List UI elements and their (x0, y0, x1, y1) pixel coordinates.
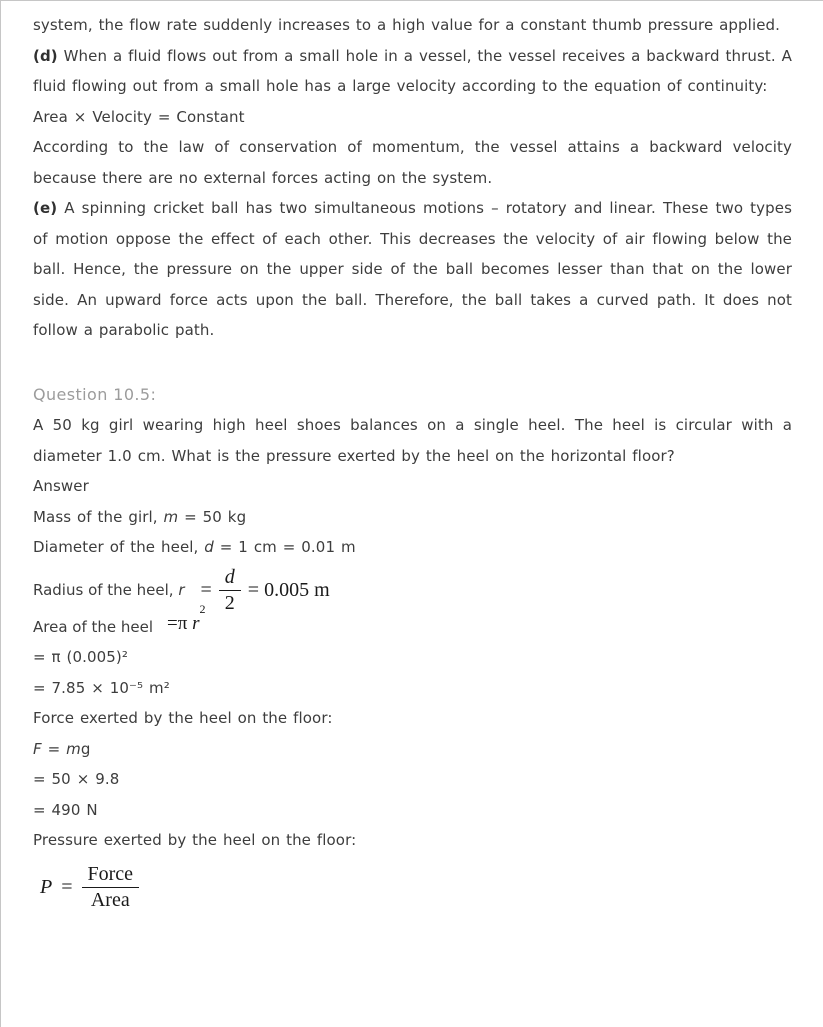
item-d-marker: (d) (33, 46, 58, 65)
radius-symbol: r (178, 581, 185, 599)
item-d-text: When a fluid flows out from a small hole in a vessel, the vessel receives a backward thrust. A fluid flowing out from a small hole has a large velocity according to the equation of continuity: (33, 46, 792, 95)
force-intro: Force exerted by the heel on the floor: (33, 709, 333, 727)
radius-equation (201, 566, 330, 615)
mass-line (33, 502, 792, 533)
radius-result: = 0.005 m (247, 578, 330, 601)
fraction-d-over-2 (219, 566, 241, 615)
pressure-symbol: P (40, 875, 53, 898)
answer-label: Answer (33, 477, 89, 495)
radius-text (33, 575, 185, 606)
fraction-denominator: 2 (224, 591, 235, 614)
pressure-equation (40, 863, 139, 912)
force-step-3: = 490 N (33, 800, 98, 819)
question-heading: Question 10.5: (33, 384, 157, 404)
pressure-intro: Pressure exerted by the heel on the floor: (33, 831, 357, 849)
radius-text-pre: Radius of the heel, (33, 581, 179, 599)
area-symbol: r (192, 612, 200, 634)
area-step-2: = π (0.005)² (33, 648, 128, 666)
fraction-numerator: d (219, 566, 241, 591)
equals-sign: = (200, 578, 212, 601)
equals-sign: = (41, 739, 67, 758)
mass-value: = 50 kg (178, 507, 247, 526)
fraction-numerator: Force (82, 863, 140, 888)
continuity-equation-line: Area × Velocity = Constant (33, 107, 245, 126)
radius-line (33, 565, 792, 614)
area-text: Area of the heel (33, 617, 154, 636)
mass-text: Mass of the girl, (33, 507, 164, 526)
list-item-d (33, 41, 792, 102)
list-item-e (33, 193, 792, 346)
area-step-3: = 7.85 × 10⁻⁵ m² (33, 678, 170, 697)
diameter-value: = 1 cm = 0.01 m (213, 538, 356, 556)
item-e-marker: (e) (33, 199, 58, 217)
question-body: A 50 kg girl wearing high heel shoes balances on a single heel. The heel is circular with a diameter 1.0 cm. What is the pressure exerted by the heel on the horizontal floor? (33, 416, 792, 465)
force-rhs-m: m (66, 739, 81, 758)
fraction-force-over-area (82, 863, 140, 912)
area-line (33, 602, 792, 643)
fraction-denominator: Area (90, 888, 130, 911)
diameter-text: Diameter of the heel, (33, 538, 205, 556)
diameter-line (33, 532, 792, 563)
area-equation (167, 602, 206, 634)
diameter-symbol: d (204, 538, 214, 556)
area-exponent: 2 (199, 602, 206, 617)
force-rhs-g: g (80, 739, 91, 758)
equals-sign: = (61, 875, 73, 898)
equals-pi: =π (167, 612, 193, 634)
force-equation-line (33, 734, 792, 765)
paragraph-momentum: According to the law of conservation of momentum, the vessel attains a backward velocity because there are no external forces acting on the system. (33, 138, 792, 187)
force-step-2: = 50 × 9.8 (33, 770, 120, 788)
item-e-text: A spinning cricket ball has two simultaneous motions – rotatory and linear. These two types of motion oppose the effect of each other. This decreases the velocity of air flowing below the ball. Hence, the pressure on the upper side of the ball becomes lesser than that on the lower side. An upward force acts upon the ball. Therefore, the ball takes a curved path. It does not follow a parabolic path. (33, 199, 792, 339)
paragraph-flow-rate: system, the flow rate suddenly increases to a high value for a constant thumb pressure applied. (33, 16, 781, 34)
mass-symbol: m (163, 507, 179, 526)
force-symbol: F (33, 739, 42, 758)
